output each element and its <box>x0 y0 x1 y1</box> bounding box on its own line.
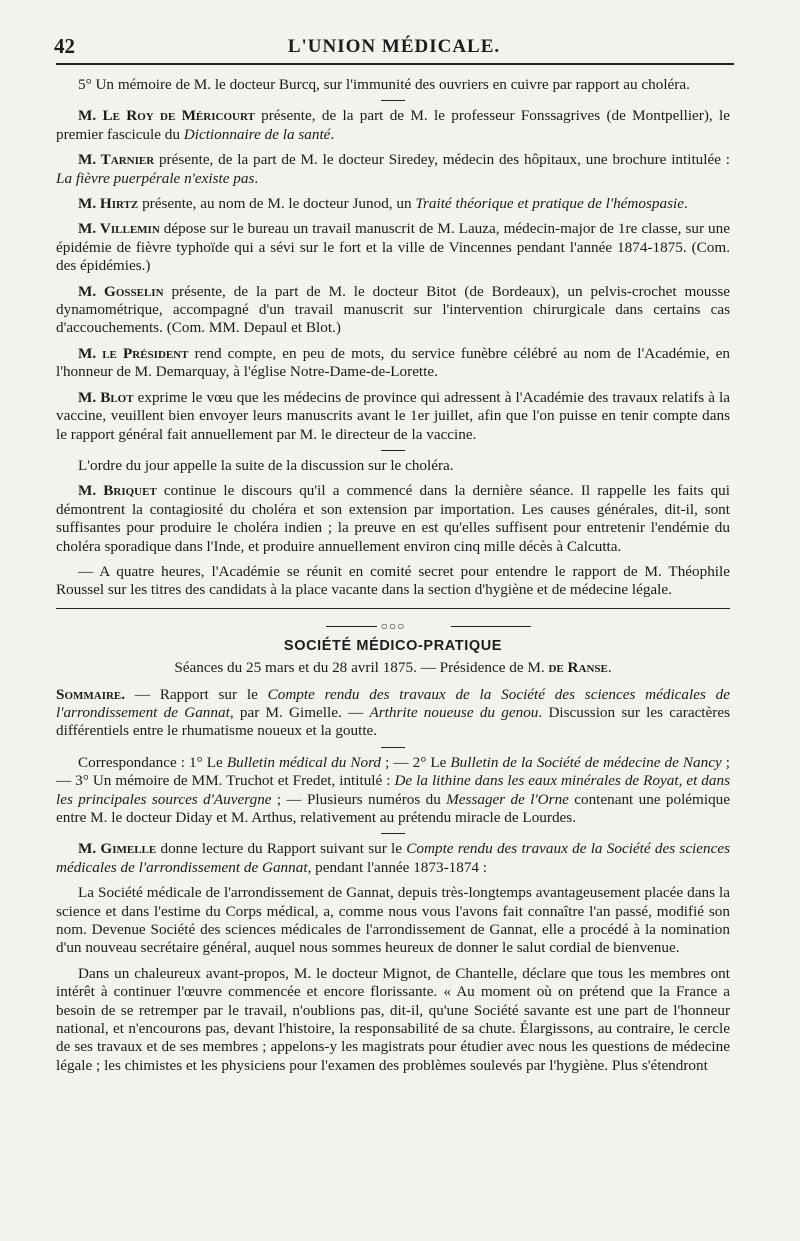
paragraph-briquet: M. Briquet continue le discours qu'il a commencé dans la dernière séance. Il rappelle les faits qui démontrent la contagiosité du choléra et son extension par importation. Les causes générales, dit-il, sont suffisantes pour produire le choléra indien ; la preuve en est qu'elles suffisent pour entretenir l'endémie du choléra sporadique dans l'Inde, et produire annuellement environ cinq mille décès à Calcutta. <box>56 482 730 555</box>
speaker-name: M. Gimelle <box>78 840 157 858</box>
speaker-name: M. le Président <box>78 344 189 362</box>
separator-rule <box>381 100 405 101</box>
paragraph-hirtz: M. Hirtz présente, au nom de M. le docteur Junod, un Traité théorique et pratique de l'hémospasie. <box>78 195 688 213</box>
section-title: SOCIÉTÉ MÉDICO-PRATIQUE <box>283 637 503 654</box>
separator-rule <box>381 747 405 748</box>
summary-paragraph: Sommaire. — Rapport sur le Compte rendu des travaux de la Société des sciences médicales de l'arrondissement de Gannat, par M. Gimelle. — Arthrite noueuse du genou. Discussion sur les caractères différentiels entre le rhumatisme noueux et la goutte. <box>56 685 730 740</box>
session-line: Séances du 25 mars et du 28 avril 1875. — Présidence de M. de Ranse. <box>174 659 612 677</box>
paragraph-burcq: 5° Un mémoire de M. le docteur Burcq, sur l'immunité des ouvriers en cuivre par rapport au choléra. <box>78 76 690 93</box>
speaker-name: M. Gosselin <box>78 282 164 300</box>
paragraph-president: M. le Président rend compte, en peu de mots, du service funèbre célébré au nom de l'Académie, en l'honneur de M. Demarquay, à l'église Notre-Dame-de-Lorette. <box>56 344 731 381</box>
paragraph-villemin: M. Villemin dépose sur le bureau un travail manuscrit de M. Lauza, médecin-major de 1re classe, sur une épidémie de fièvre typhoïde qui a sévi sur le fort et la ville de Vincennes pendant l'année 1874-1875. (Com. des épidémies.) <box>56 220 730 275</box>
section-end-rule <box>56 608 730 609</box>
speaker-name: M. Tarnier <box>78 151 155 169</box>
separator-rule <box>381 833 405 834</box>
ornament-divider <box>56 617 730 635</box>
paragraph-blot: M. Blot exprime le vœu que les médecins de province qui adressent à l'Académie des travaux relatifs à la vaccine, veuillent bien envoyer leurs manuscrits avant le 1er juillet, afin que l'on puisse en tenir compte dans le rapport général fait annuellement par M. le directeur de la vaccine. <box>56 388 730 443</box>
president-name: de Ranse <box>548 659 608 677</box>
paragraph-mignot: Dans un chaleureux avant-propos, M. le docteur Mignot, de Chantelle, déclare que tous les membres ont intérêt à continuer l'œuvre commencée et encore florissante. « Au moment où on prétend que la France a besoin de se retremper par le travail, n'oublions pas, dit-il, qu'une Société savante est une part de l'honneur national, et n'encourons pas, devant l'histoire, la responsabilité de sa chute. Élargissons, au contraire, le cercle de ses travaux et de ses membres ; appelons-y les magistrats pour étudier avec nous les questions de médecine légale ; les chimistes et les physiciens pour l'examen des problèmes soulevés par l'hygiène. Plus s'étendront <box>56 964 730 1074</box>
paragraph-comite-secret: — A quatre heures, l'Académie se réunit en comité secret pour entendre le rapport de M. Théophile Roussel sur les titres des candidats à la place vacante dans la section d'hygiène et de médecine légale. <box>56 562 730 599</box>
paragraph-ordre-du-jour: L'ordre du jour appelle la suite de la discussion sur le choléra. <box>78 456 454 474</box>
correspondence-paragraph: Correspondance : 1° Le Bulletin médical du Nord ; — 2° Le Bulletin de la Société de médecine de Nancy ; — 3° Un mémoire de MM. Truchot et Fredet, intitulé : De la lithine dans les eaux minérales de Royat, et dans les principales sources d'Auvergne ; — Plusieurs numéros du Messager de l'Orne contenant une polémique entre M. le docteur Diday et M. Arthus, relativement au prétendu miracle de Lourdes. <box>56 753 731 826</box>
speaker-name: M. Blot <box>78 388 134 406</box>
academy-column <box>56 76 730 1075</box>
separator-rule <box>381 450 405 451</box>
page-number: 42 <box>54 34 75 58</box>
paragraph-le-roy: M. Le Roy de Méricourt présente, de la part de M. le professeur Fonssagrives (de Montpellier), le premier fascicule du Dictionnaire de la santé. <box>56 107 730 143</box>
speaker-name: M. Briquet <box>78 482 157 500</box>
speaker-name: M. Hirtz <box>78 195 139 213</box>
book-title: Traité théorique et pratique de l'hémospasie <box>415 195 684 213</box>
header-rule <box>56 63 734 65</box>
speaker-name: M. Villemin <box>78 220 160 238</box>
paragraph-tarnier: M. Tarnier présente, de la part de M. le docteur Siredey, médecin des hôpitaux, une brochure intitulée : La fièvre puerpérale n'existe pas. <box>56 151 730 187</box>
paragraph-gannat: La Société médicale de l'arrondissement de Gannat, depuis très-longtemps avantageusement placée dans la science et dans l'estime du Corps médical, a, comme nous vous l'avons fait connaître l'an passé, modifié son nom. Devenue Société des sciences médicales de l'arrondissement de Gannat, elle a procédé à la nomination d'un nouveau secrétaire général, auquel nous sommes heureux de donner le salut cordial de bienvenue. <box>56 884 730 957</box>
summary-label: Sommaire. <box>56 685 126 703</box>
book-title: Dictionnaire de la santé <box>183 125 331 143</box>
paragraph-gimelle: M. Gimelle donne lecture du Rapport suivant sur le Compte rendu des travaux de la Société des sciences médicales de l'arrondissement de Gannat, pendant l'année 1873-1874 : <box>56 840 731 876</box>
speaker-name: M. Le Roy de Méricourt <box>78 107 255 125</box>
ornament-glyph: ○○○ <box>377 617 410 635</box>
paragraph-gosselin: M. Gosselin présente, de la part de M. le docteur Bitot (de Bordeaux), un pelvis-crochet mousse dynamométrique, accompagné d'un travail manuscrit sur l'intervention chirurgicale dans certains cas d'accouchements. (Com. MM. Depaul et Blot.) <box>56 282 731 337</box>
book-title: La fièvre puerpérale n'existe pas <box>56 169 255 187</box>
page-header <box>54 34 734 60</box>
running-title: L'UNION MÉDICALE. <box>287 36 501 57</box>
